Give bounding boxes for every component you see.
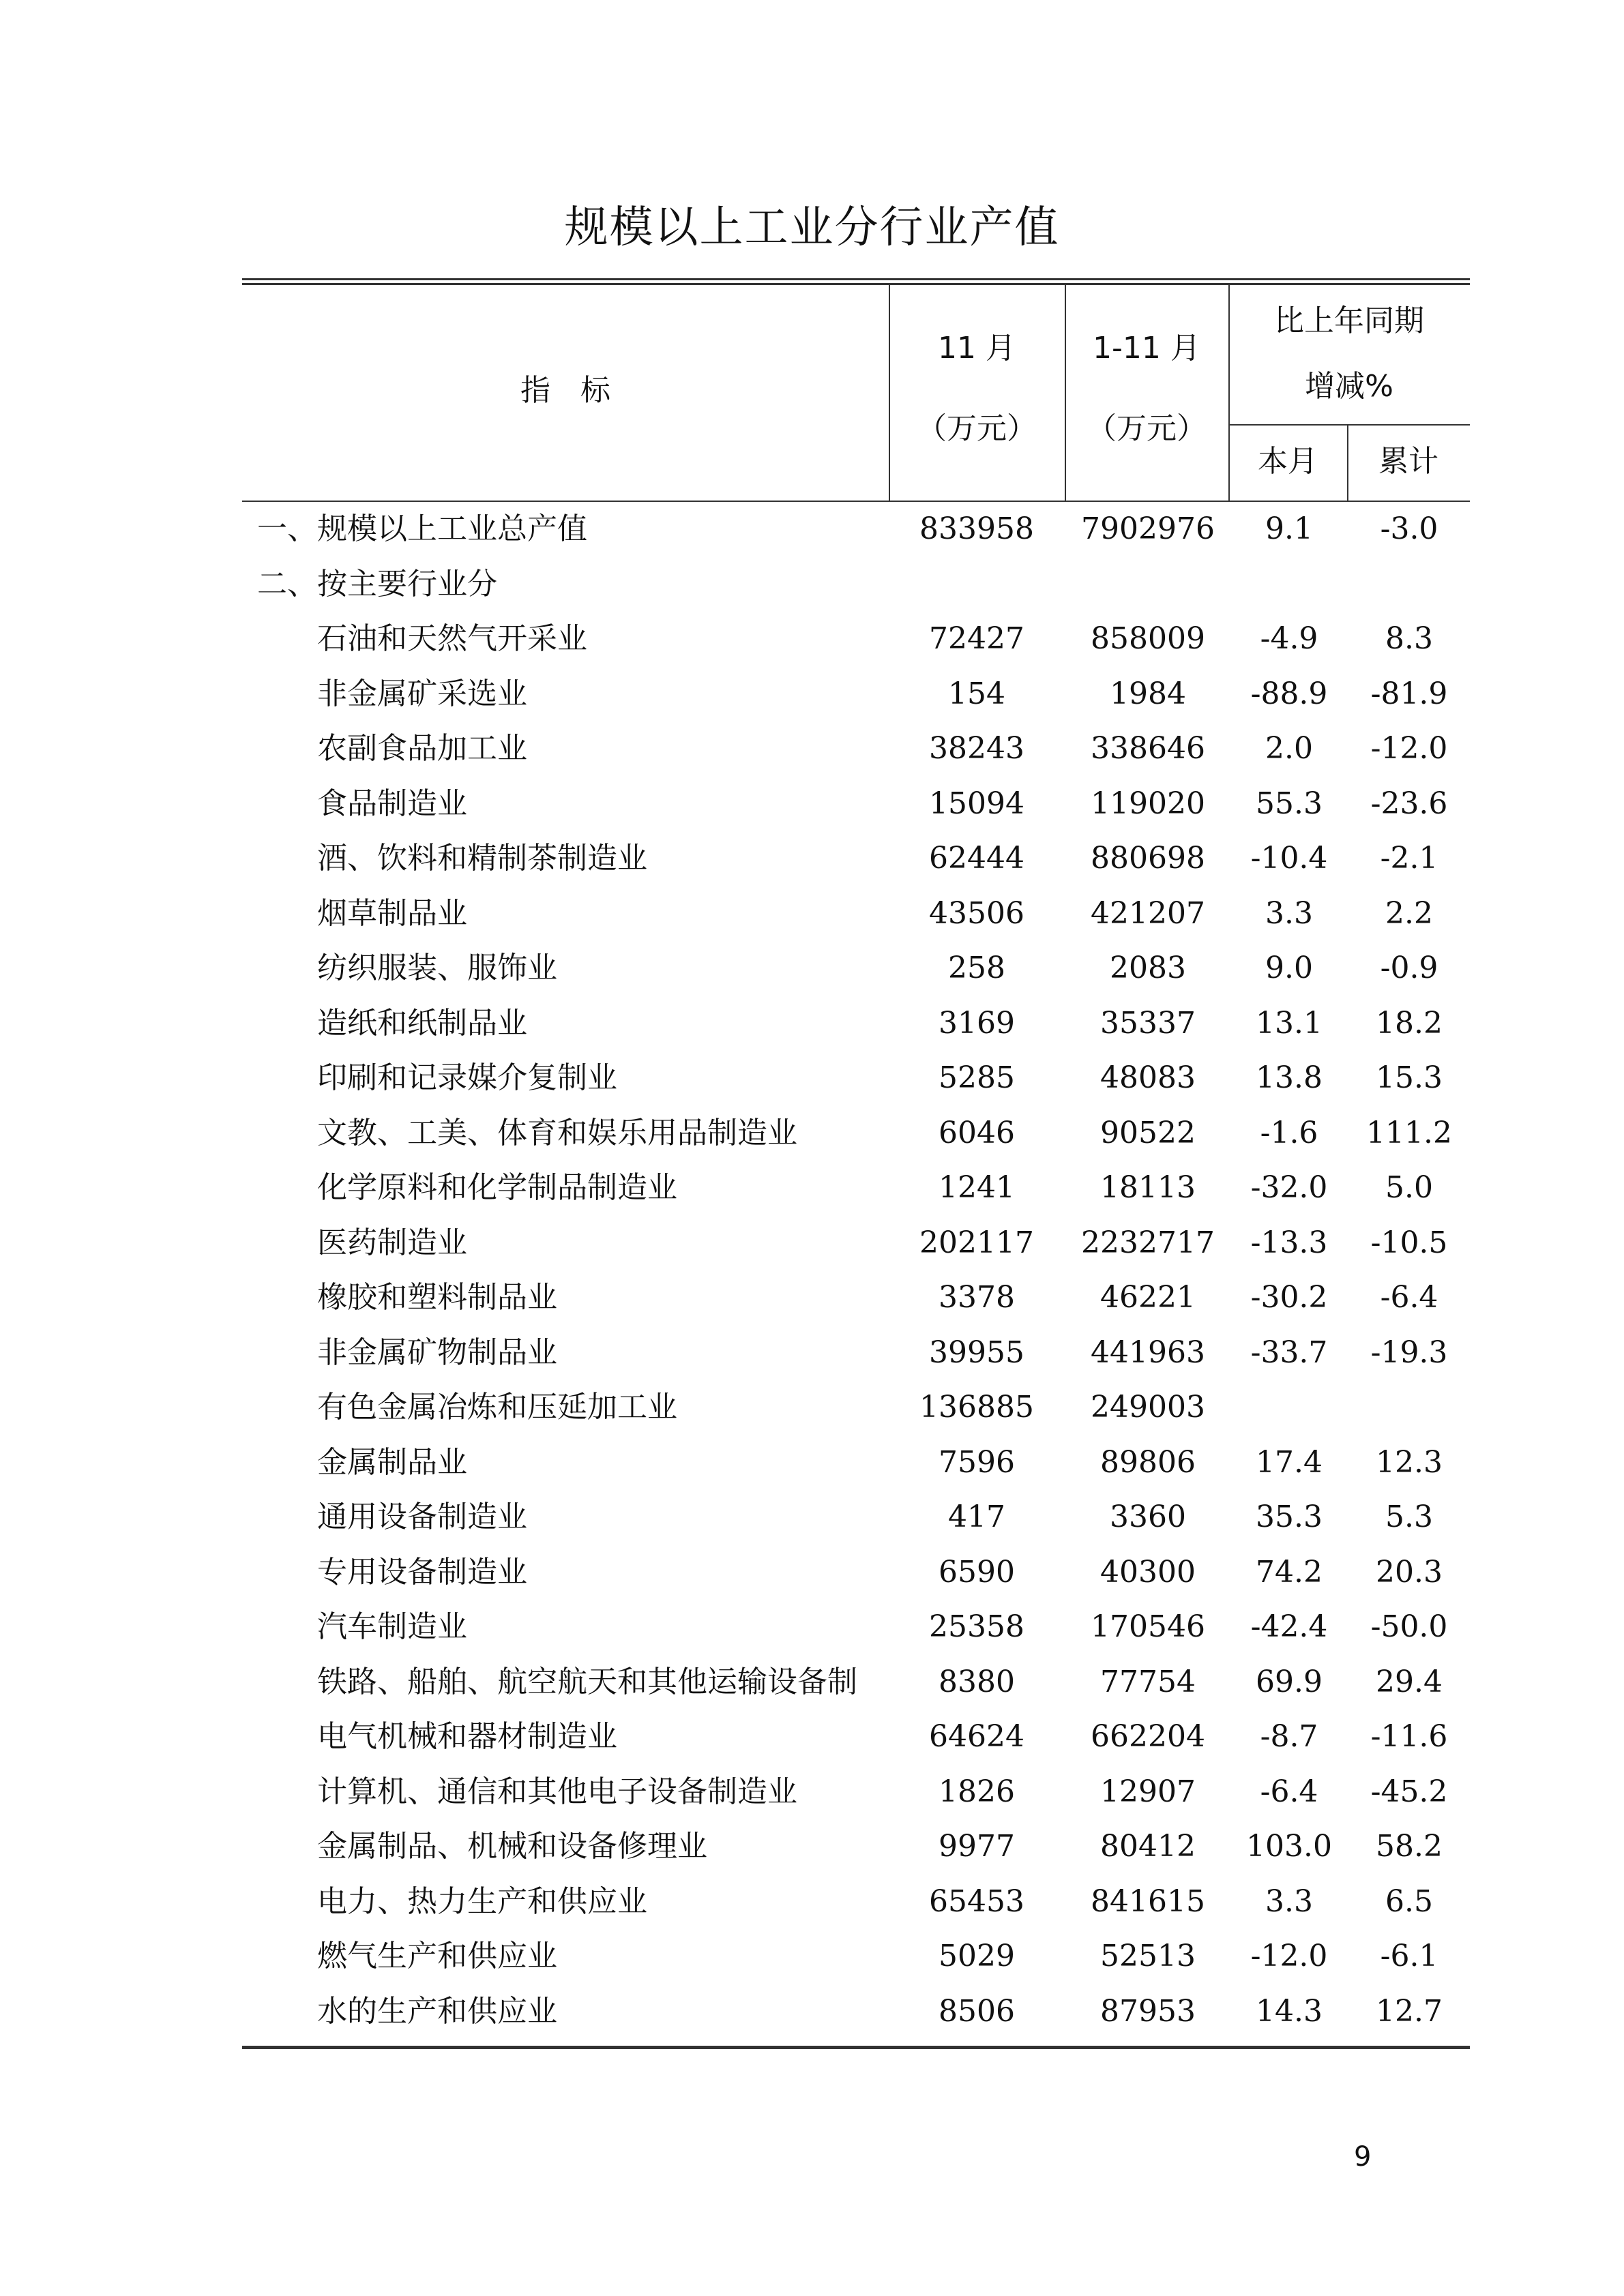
row-cumulative-value: 119020 <box>1091 786 1205 821</box>
row-month-value: 833958 <box>919 511 1034 546</box>
row-growth-month: 9.1 <box>1265 511 1313 546</box>
row-growth-month: 2.0 <box>1265 731 1313 766</box>
row-growth-cumulative: 12.3 <box>1376 1444 1443 1480</box>
row-growth-month: 17.4 <box>1256 1444 1323 1480</box>
row-growth-month: 103.0 <box>1246 1829 1332 1864</box>
row-name: 橡胶和塑料制品业 <box>317 1280 557 1315</box>
row-growth-month: 13.1 <box>1256 1005 1323 1041</box>
row-name: 烟草制品业 <box>317 895 467 931</box>
table-row <box>242 1106 1470 1161</box>
row-name: 食品制造业 <box>317 786 467 821</box>
table-row <box>242 1819 1470 1875</box>
row-month-value: 64624 <box>929 1719 1024 1754</box>
row-growth-cumulative: 8.3 <box>1385 621 1433 656</box>
row-growth-cumulative: -2.1 <box>1380 841 1438 876</box>
row-name: 金属制品、机械和设备修理业 <box>317 1829 707 1864</box>
table-row <box>242 1875 1470 1930</box>
header-cumulative: 1-11 月 <box>1093 331 1200 366</box>
row-growth-month: 3.3 <box>1265 895 1313 931</box>
row-cumulative-value: 338646 <box>1091 731 1205 766</box>
row-month-value: 154 <box>948 676 1005 711</box>
row-cumulative-value: 12907 <box>1100 1774 1196 1809</box>
table-row <box>242 502 1470 557</box>
row-growth-month: 74.2 <box>1256 1554 1323 1590</box>
table-row <box>242 1545 1470 1600</box>
industry-output-table <box>242 278 1470 2049</box>
row-growth-cumulative: 12.7 <box>1376 1993 1443 2029</box>
table-row <box>242 1600 1470 1655</box>
row-name: 化学原料和化学制品制造业 <box>317 1170 677 1205</box>
row-growth-month: -6.4 <box>1260 1774 1318 1809</box>
table-bottom-rule <box>242 2046 1470 2049</box>
table-row <box>242 886 1470 942</box>
row-name: 文教、工美、体育和娱乐用品制造业 <box>317 1115 797 1150</box>
row-growth-month: 13.8 <box>1256 1060 1323 1095</box>
row-growth-month: 55.3 <box>1256 786 1323 821</box>
table-row <box>242 1710 1470 1765</box>
header-divider <box>1228 424 1470 426</box>
row-growth-month: -32.0 <box>1250 1170 1328 1205</box>
row-growth-cumulative: 6.5 <box>1385 1883 1433 1919</box>
row-cumulative-value: 87953 <box>1100 1993 1196 2029</box>
table-row <box>242 667 1470 722</box>
row-growth-cumulative: 15.3 <box>1376 1060 1443 1095</box>
table-row <box>242 996 1470 1052</box>
header-growth-cumulative: 累计 <box>1378 444 1438 479</box>
row-month-value: 38243 <box>929 731 1024 766</box>
row-growth-month: -1.6 <box>1260 1115 1318 1150</box>
row-growth-cumulative: -6.4 <box>1380 1280 1438 1315</box>
table-row <box>242 1161 1470 1216</box>
row-cumulative-value: 858009 <box>1091 621 1205 656</box>
header-month-unit: （万元） <box>917 411 1037 446</box>
row-growth-month: 69.9 <box>1256 1664 1323 1699</box>
row-growth-cumulative: 29.4 <box>1376 1664 1443 1699</box>
row-growth-cumulative: 5.3 <box>1385 1500 1433 1534</box>
row-month-value: 3169 <box>939 1005 1015 1041</box>
table-row <box>242 1655 1470 1710</box>
row-cumulative-value: 89806 <box>1100 1444 1196 1480</box>
row-name: 燃气生产和供应业 <box>317 1939 557 1973</box>
table-header <box>242 285 1470 502</box>
row-name: 纺织服装、服饰业 <box>317 951 557 985</box>
row-month-value: 7596 <box>939 1444 1015 1480</box>
row-growth-cumulative: 5.0 <box>1385 1170 1433 1205</box>
row-growth-cumulative: -45.2 <box>1370 1774 1448 1809</box>
row-growth-month: -12.0 <box>1250 1939 1328 1973</box>
row-growth-month: -30.2 <box>1250 1280 1328 1315</box>
row-growth-cumulative: -19.3 <box>1370 1335 1448 1370</box>
row-cumulative-value: 40300 <box>1100 1554 1196 1590</box>
table-row <box>242 1216 1470 1271</box>
table-row <box>242 1326 1470 1381</box>
table-row <box>242 1270 1470 1326</box>
row-growth-cumulative: -11.6 <box>1370 1719 1448 1754</box>
row-growth-month: 35.3 <box>1256 1500 1323 1534</box>
row-growth-cumulative: 20.3 <box>1376 1554 1443 1590</box>
row-cumulative-value: 46221 <box>1100 1280 1196 1315</box>
table-body <box>242 502 1470 2039</box>
row-growth-cumulative: 58.2 <box>1376 1829 1443 1864</box>
row-name: 造纸和纸制品业 <box>317 1005 527 1041</box>
header-cumulative-unit: （万元） <box>1087 411 1207 446</box>
row-name: 酒、饮料和精制茶制造业 <box>317 841 647 876</box>
row-month-value: 3378 <box>939 1280 1015 1315</box>
table-row <box>242 721 1470 777</box>
table-row <box>242 831 1470 886</box>
row-month-value: 5029 <box>939 1939 1015 1973</box>
row-name: 一、规模以上工业总产值 <box>257 511 587 546</box>
table-row <box>242 1051 1470 1106</box>
row-cumulative-value: 880698 <box>1091 841 1205 876</box>
table-top-rule <box>242 278 1470 285</box>
row-cumulative-value: 2083 <box>1110 951 1186 985</box>
row-cumulative-value: 441963 <box>1091 1335 1205 1370</box>
row-month-value: 15094 <box>929 786 1024 821</box>
row-growth-cumulative: 18.2 <box>1376 1005 1443 1041</box>
row-cumulative-value: 662204 <box>1091 1719 1205 1754</box>
row-cumulative-value: 841615 <box>1091 1883 1205 1919</box>
row-growth-month: -33.7 <box>1250 1335 1328 1370</box>
row-growth-cumulative: -50.0 <box>1370 1609 1448 1644</box>
row-name: 汽车制造业 <box>317 1609 467 1644</box>
row-growth-month: -88.9 <box>1250 676 1328 711</box>
row-month-value: 39955 <box>929 1335 1024 1370</box>
row-cumulative-value: 18113 <box>1100 1170 1196 1205</box>
row-growth-cumulative: 111.2 <box>1366 1115 1452 1150</box>
row-cumulative-value: 35337 <box>1100 1005 1196 1041</box>
header-growth-month: 本月 <box>1258 444 1318 479</box>
row-month-value: 72427 <box>929 621 1024 656</box>
table-row <box>242 612 1470 667</box>
row-cumulative-value: 77754 <box>1100 1664 1196 1699</box>
row-month-value: 1241 <box>939 1170 1015 1205</box>
row-name: 农副食品加工业 <box>317 731 527 766</box>
row-cumulative-value: 90522 <box>1100 1115 1196 1150</box>
row-cumulative-value: 80412 <box>1100 1829 1196 1864</box>
row-growth-cumulative: -81.9 <box>1370 676 1448 711</box>
table-row <box>242 1380 1470 1435</box>
row-growth-month: -42.4 <box>1250 1609 1328 1644</box>
row-month-value: 417 <box>948 1500 1005 1534</box>
row-name: 计算机、通信和其他电子设备制造业 <box>317 1774 797 1809</box>
row-growth-cumulative: -0.9 <box>1380 951 1438 985</box>
row-name: 医药制造业 <box>317 1225 467 1260</box>
row-month-value: 25358 <box>929 1609 1024 1644</box>
row-month-value: 65453 <box>929 1883 1024 1919</box>
header-divider <box>1065 285 1066 501</box>
row-growth-cumulative: 2.2 <box>1385 895 1433 931</box>
table-row <box>242 777 1470 832</box>
row-name: 通用设备制造业 <box>317 1500 527 1534</box>
row-cumulative-value: 52513 <box>1100 1939 1196 1973</box>
row-name: 电力、热力生产和供应业 <box>317 1883 647 1919</box>
table-row <box>242 557 1470 612</box>
row-growth-cumulative: -3.0 <box>1380 511 1438 546</box>
header-indicator: 指 标 <box>520 373 610 408</box>
header-divider <box>889 285 890 501</box>
row-growth-cumulative: -10.5 <box>1370 1225 1448 1260</box>
page-number: 9 <box>1354 2141 1372 2173</box>
row-month-value: 258 <box>948 951 1005 985</box>
row-cumulative-value: 2232717 <box>1081 1225 1215 1260</box>
row-name: 电气机械和器材制造业 <box>317 1719 617 1754</box>
row-growth-month: 3.3 <box>1265 1883 1313 1919</box>
header-growth: 比上年同期 <box>1274 303 1424 338</box>
row-growth-cumulative: -6.1 <box>1380 1939 1438 1973</box>
row-month-value: 8380 <box>939 1664 1015 1699</box>
row-name: 石油和天然气开采业 <box>317 621 587 656</box>
table-row <box>242 1765 1470 1820</box>
row-name: 非金属矿物制品业 <box>317 1335 557 1370</box>
row-name: 非金属矿采选业 <box>317 676 527 711</box>
row-month-value: 8506 <box>939 1993 1015 2029</box>
row-month-value: 202117 <box>919 1225 1034 1260</box>
row-name: 金属制品业 <box>317 1444 467 1480</box>
row-month-value: 62444 <box>929 841 1024 876</box>
row-cumulative-value: 1984 <box>1110 676 1186 711</box>
page-title: 规模以上工业分行业产值 <box>564 203 1060 253</box>
row-growth-cumulative: -23.6 <box>1370 786 1448 821</box>
row-growth-month: -13.3 <box>1250 1225 1328 1260</box>
row-month-value: 1826 <box>939 1774 1015 1809</box>
row-growth-cumulative: -12.0 <box>1370 731 1448 766</box>
table-row <box>242 1435 1470 1491</box>
row-month-value: 6590 <box>939 1554 1015 1590</box>
table-row <box>242 1929 1470 1984</box>
row-growth-month: -8.7 <box>1260 1719 1318 1754</box>
row-month-value: 6046 <box>939 1115 1015 1150</box>
row-cumulative-value: 48083 <box>1100 1060 1196 1095</box>
row-cumulative-value: 3360 <box>1110 1500 1186 1534</box>
row-cumulative-value: 249003 <box>1091 1390 1205 1425</box>
table-row <box>242 941 1470 996</box>
row-name: 二、按主要行业分 <box>257 566 497 601</box>
header-month: 11 月 <box>938 331 1016 366</box>
row-growth-month: 14.3 <box>1256 1993 1323 2029</box>
row-month-value: 9977 <box>939 1829 1015 1864</box>
row-name: 专用设备制造业 <box>317 1554 527 1590</box>
header-growth-unit: 增减% <box>1305 369 1393 404</box>
table-row <box>242 1984 1470 2040</box>
row-cumulative-value: 421207 <box>1091 895 1205 931</box>
row-name: 水的生产和供应业 <box>317 1993 557 2029</box>
row-growth-month: -4.9 <box>1260 621 1318 656</box>
row-cumulative-value: 7902976 <box>1081 511 1215 546</box>
row-growth-month: 9.0 <box>1265 951 1313 985</box>
row-month-value: 136885 <box>919 1390 1034 1425</box>
row-name: 有色金属冶炼和压延加工业 <box>317 1390 677 1425</box>
row-cumulative-value: 170546 <box>1091 1609 1205 1644</box>
row-month-value: 43506 <box>929 895 1024 931</box>
row-month-value: 5285 <box>939 1060 1015 1095</box>
row-name: 印刷和记录媒介复制业 <box>317 1060 617 1095</box>
row-growth-month: -10.4 <box>1250 841 1328 876</box>
row-name: 铁路、船舶、航空航天和其他运输设备制 <box>317 1664 857 1699</box>
table-row <box>242 1490 1470 1545</box>
